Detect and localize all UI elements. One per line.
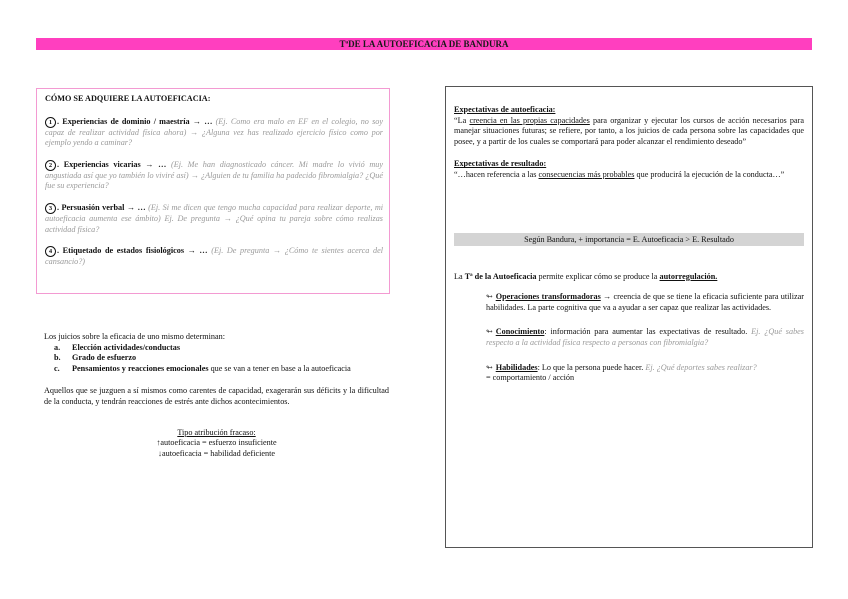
quote-rest: para organizar y ejecutar los cursos de acción necesarios para manejar situaciones futuras; se refiere, por tanto, a los juicios de cada persona sobre las capacidades que posee, y a partir de los cuales se comportará para poder alcanzar el rendimiento deseado” (454, 115, 804, 146)
ops-rest: → creencia de que se tiene la eficacia suficiente para utilizar habilidades. La parte cognitiva que va a ayudar a ser capaz que realizar las actividades. (486, 292, 804, 312)
autoeficacia-quote (454, 116, 804, 148)
reg-mid: permite explicar cómo se produce la (536, 271, 660, 281)
item-label: . Persuasión verbal → … (57, 202, 146, 212)
fracaso-title: Tipo atribución fracaso: (177, 427, 256, 437)
number-circle-icon: 1 (45, 117, 56, 128)
item-example: (Ej. Como era malo en EF en el colegio, no soy capaz de realizar actividad física ahora) → ¿Alguna vez has realizado ejercicio físico como por ejemplo yendo a caminar? (45, 116, 384, 148)
list-item-bold: Elección actividades/conductas (72, 342, 181, 352)
hab-bold: Habilidades (495, 362, 538, 372)
item-example: (Ej. Me han diagnosticado cáncer. Mi madre lo vivió muy angustiada así que yo también lo viviré así) → ¿Alguien de tu familia ha padecido fibromialgia? ¿Qué fue su experiencia? (45, 159, 384, 191)
con-bold: Conocimiento (495, 327, 545, 337)
habilidades-item (486, 363, 804, 384)
item-label: . Experiencias de dominio / maestría → … (57, 116, 213, 126)
juicios-list (44, 343, 389, 375)
curved-arrow-icon: ↬ (486, 362, 493, 372)
number-circle-icon: 3 (45, 203, 56, 214)
list-item-rest: que se van a tener en base a la autoeficacia (208, 363, 351, 373)
item-label: . Experiencias vicarias → … (57, 159, 167, 169)
expectativas-box (445, 86, 813, 548)
fracaso-line: ↑autoeficacia = esfuerzo insuficiente (156, 438, 277, 448)
quote-underlined: consecuencias más probables (538, 169, 635, 179)
adquiere-box (36, 88, 390, 294)
resultado-quote (454, 170, 804, 181)
autoeficacia-label: Expectativas de autoeficacia: (454, 105, 556, 114)
list-item-bold: Grado de esfuerzo (72, 353, 137, 363)
curved-arrow-icon: ↬ (486, 327, 493, 337)
item-label: . Etiquetado de estados fisiológicos → … (57, 246, 208, 256)
quote-underlined: creencia en las propias capacidades (469, 115, 590, 125)
autorregulacion-line (454, 272, 804, 283)
adquiere-heading: CÓMO SE ADQUIERE LA AUTOEFICACIA: (45, 94, 211, 103)
conocimiento-item (486, 327, 804, 348)
list-item (54, 353, 389, 364)
hab-line2: = comportamiento / acción (486, 373, 575, 383)
number-circle-icon: 2 (45, 160, 56, 171)
quote-open: “…hacen referencia a las (454, 169, 539, 179)
item-example: (Ej. De pregunta → ¿Cómo te sientes acerca del cansancio?) (45, 246, 383, 267)
con-example: Ej. ¿Qué sabes respecto a la actividad física respecto a personas con fibromialgia? (486, 327, 804, 347)
list-item (54, 363, 389, 375)
operaciones-item (486, 292, 804, 313)
list-letter: a. (54, 342, 61, 352)
adquiere-item (45, 203, 383, 235)
curved-arrow-icon: ↬ (486, 292, 493, 302)
list-letter: b. (54, 353, 61, 363)
fracaso-line: ↓autoeficacia = habilidad deficiente (157, 448, 276, 458)
resultado-label: Expectativas de resultado: (454, 159, 547, 169)
con-rest: : información para aumentar las expectativas de resultado. (544, 327, 748, 337)
ops-bold: Operaciones transformadoras (495, 292, 601, 302)
adquiere-item (45, 117, 383, 149)
hab-example: Ej. ¿Qué deportes sabes realizar? (643, 362, 757, 372)
reg-pre: La (454, 271, 465, 281)
juicios-section (44, 332, 389, 459)
hab-rest: : Lo que la persona puede hacer. (537, 362, 644, 372)
quote-rest: que producirá la ejecución de la conducta…” (634, 169, 785, 179)
reg-bold-underlined: autorregulación. (659, 271, 718, 281)
reg-bold: Tª de la Autoeficacia (464, 271, 537, 281)
list-letter: c. (54, 363, 60, 373)
fracaso-block (44, 428, 389, 460)
item-example: (Ej. Si me dicen que tengo mucha capacidad para realizar deporte, mi autoeficacia aumenta ese ámbito) Ej. De pregunta → ¿Qué opina tu pareja sobre cómo realizas actividad física? (45, 202, 384, 234)
adquiere-item (45, 246, 383, 268)
juicios-intro: Los juicios sobre la eficacia de uno mismo determinan: (44, 332, 225, 341)
juicios-paragraph: Aquellos que se juzguen a sí mismos como carentes de capacidad, exagerarán sus déficits y la dificultad de la conducta, y tendrán reacciones de estrés ante dichos acontecimientos. (44, 386, 389, 406)
number-circle-icon: 4 (45, 246, 56, 257)
quote-open: “La (454, 115, 470, 125)
list-item-bold: Pensamientos y reacciones emocionales (72, 363, 209, 373)
adquiere-item (45, 160, 383, 192)
list-item (54, 342, 389, 354)
bandura-highlight: Según Bandura, + importancia = E. Autoeficacia > E. Resultado (454, 233, 804, 246)
page-title: TªDE LA AUTOEFICACIA DE BANDURA (36, 38, 812, 50)
